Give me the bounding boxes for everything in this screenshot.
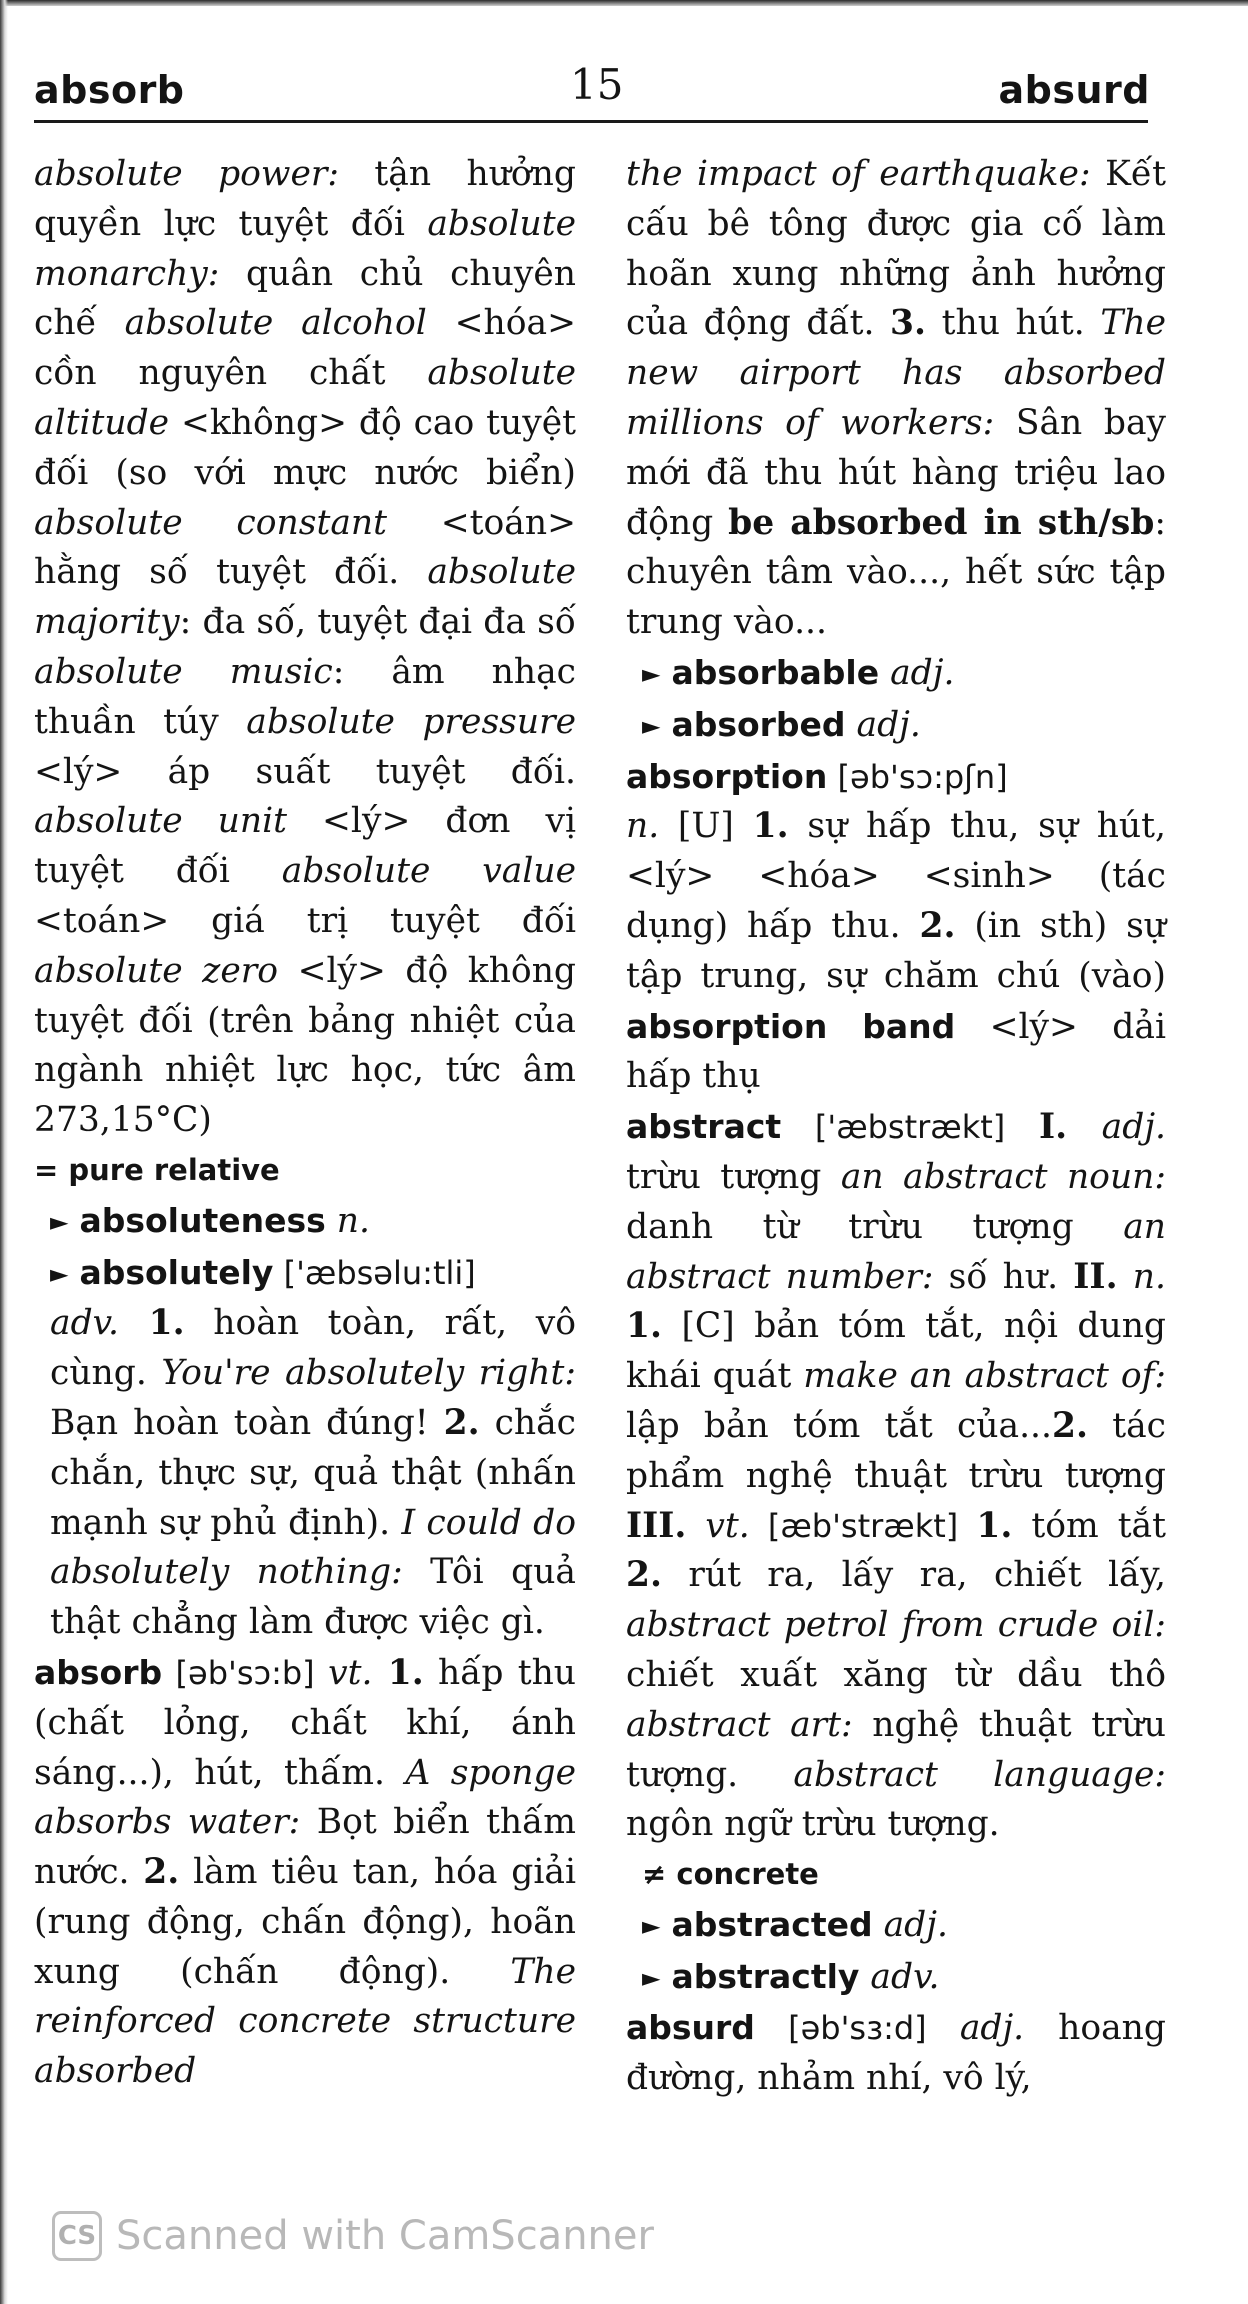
guide-word-left: absorb [34, 68, 185, 112]
sense-number: 2. [143, 1852, 180, 1893]
sense-number: 2. [443, 1402, 480, 1443]
entry-absorption [626, 752, 1166, 1103]
entry-absorb [34, 1648, 576, 2097]
example: You're absolutely right: [161, 1353, 576, 1394]
pronunciation: [æb'strækt] [749, 1506, 977, 1545]
headword: abstract [626, 1107, 782, 1147]
subentry-abstracted [626, 1900, 1166, 1952]
definition: <toán> giá trị tuyệt đối [34, 900, 576, 941]
phrase: absolute monarchy: [34, 203, 576, 294]
definition: trừu tượng [626, 1156, 841, 1197]
sense-number: 1. [119, 1303, 185, 1344]
subentry-word: absolutely [79, 1252, 274, 1292]
antonym-line: ≠ concrete [642, 1857, 819, 1892]
triangle-bullet-icon: ► [50, 1259, 69, 1288]
translation: Kết cấu bê tông được gia cố làm hoãn xung những ảnh hưởng của động đất. [626, 154, 1166, 344]
headword: absurd [626, 2008, 755, 2048]
watermark-text: Scanned with CamScanner [116, 2213, 654, 2259]
part-of-speech: vt. [328, 1652, 373, 1693]
translation: Bọt biển thấm nước. [34, 1802, 577, 1893]
sense-number: I. [1039, 1107, 1068, 1148]
definition: <hóa> cồn nguyên chất [34, 303, 577, 394]
sense-number: 1. [752, 806, 789, 847]
example: The new airport has absorbed millions of workers: [626, 303, 1166, 443]
definition: hoàn toàn, rất, vô cùng. [50, 1303, 576, 1394]
phrase: absolute altitude [34, 353, 576, 443]
example: abstract petrol from crude oil: [626, 1605, 1166, 1646]
definition: <lý> đơn vị tuyệt đối [34, 801, 576, 892]
phrase: absolute zero [34, 950, 279, 991]
sense-number: 2. [919, 905, 956, 946]
triangle-bullet-icon: ► [642, 711, 661, 740]
definition: : đa số, tuyệt đại đa số [179, 602, 576, 643]
example: I could do absolutely nothing: [50, 1502, 576, 1593]
right-column [626, 150, 1166, 2104]
example: an abstract number: [626, 1206, 1166, 1297]
phrase: absolute value [281, 851, 576, 892]
page-number: 15 [570, 60, 624, 109]
part-of-speech: adj. [872, 1904, 948, 1945]
guide-word-right: absurd [998, 68, 1150, 112]
camscanner-watermark [52, 2206, 654, 2266]
definition: : chuyên tâm vào..., hết sức tập trung vào... [626, 502, 1166, 643]
subentry-abstractly [626, 1952, 1166, 2004]
definition: : âm nhạc thuần túy [34, 651, 577, 742]
triangle-bullet-icon: ► [50, 1207, 69, 1236]
sense-number: 1. [626, 1306, 663, 1347]
sense-number: 2. [626, 1555, 663, 1596]
example: the impact of earthquake: [626, 154, 1091, 194]
definition: quân chủ chuyên chế [34, 253, 576, 344]
phrase: absolute power: [34, 154, 339, 194]
entry-absorb-continuation [626, 150, 1166, 648]
definition: thu hút. [926, 303, 1101, 344]
definition: <không> độ cao tuyệt đối (so với mực nước biển) [34, 402, 576, 493]
part-of-speech: adj. [1067, 1107, 1166, 1148]
headword: absorption [626, 756, 828, 796]
phrase: absolute constant [34, 502, 387, 543]
translation: Bạn hoàn toàn đúng! [50, 1402, 444, 1443]
phrase: absolute unit [34, 801, 288, 842]
subentry-absoluteness [34, 1196, 576, 1248]
example: abstract art: [626, 1704, 853, 1745]
translation: nghệ thuật trừu tượng. [626, 1704, 1167, 1795]
sense-number: 1. [372, 1652, 424, 1693]
pronunciation: [əb'sɜ:d] [754, 2009, 960, 2048]
phrase: absolute pressure [246, 701, 576, 742]
definition: hoang đường, nhảm nhí, vô lý, [626, 2008, 1166, 2099]
entry-absurd [626, 2003, 1166, 2104]
part-of-speech: adj. [879, 652, 955, 693]
subentry-absolutely [34, 1248, 576, 1648]
definition: làm tiêu tan, hóa giải (rung động, chấn động), hoãn xung (chấn động). [34, 1852, 576, 1992]
definition: <toán> hằng số tuyệt đối. [34, 502, 576, 593]
sense-number: 1. [976, 1505, 1013, 1546]
part-of-speech: adj. [959, 2008, 1025, 2049]
definition: <lý> độ không tuyệt đối (trên bảng nhiệt của ngành nhiệt lực học, tức âm 273,15°C) [34, 950, 576, 1141]
definition: <lý> áp suất tuyệt đối. [34, 751, 576, 792]
definition: <lý> dải hấp thụ [626, 1006, 1166, 1097]
translation: ngôn ngữ trừu tượng. [626, 1804, 1000, 1845]
example: an abstract noun: [840, 1156, 1167, 1197]
pronunciation: ['æbsəlu:tli] [273, 1253, 476, 1292]
example: abstract language: [793, 1754, 1166, 1795]
scan-page-edge-left [0, 0, 8, 2304]
sense-number: III. [626, 1505, 687, 1546]
part-of-speech: n. [325, 1200, 370, 1241]
sense-number: 3. [890, 303, 927, 344]
definition: hấp thu (chất lỏng, chất khí, ánh sáng...), hút, thấm. [34, 1652, 577, 1793]
subentry-word: abstracted [671, 1904, 873, 1944]
sense-number: II. [1073, 1256, 1118, 1297]
definition: [C] bản tóm tắt, nội dung khái quát [626, 1306, 1166, 1397]
pronunciation: [əb'sɔ:b] [162, 1653, 329, 1692]
sense-number: 2. [1052, 1405, 1089, 1446]
triangle-bullet-icon: ► [642, 1911, 661, 1940]
subentry-absorbable [626, 648, 1166, 700]
definition: tóm tắt [1012, 1505, 1166, 1546]
phrase: absolute music [34, 651, 333, 692]
part-of-speech: vt. [686, 1505, 750, 1546]
translation: lập bản tóm tắt của... [626, 1405, 1052, 1446]
entry-absolute-continuation [34, 150, 576, 1146]
definition: chắc chắn, thực sự, quả thật (nhấn mạnh sự phủ định). [50, 1402, 576, 1543]
grammar-code: [U] [659, 806, 753, 847]
triangle-bullet-icon: ► [642, 1963, 661, 1992]
example: The reinforced concrete structure absorbed [34, 1951, 576, 2092]
camscanner-logo-icon: CS [52, 2211, 102, 2261]
pronunciation: ['æbstrækt] [781, 1108, 1039, 1147]
example: A sponge absorbs water: [34, 1752, 576, 1843]
triangle-bullet-icon: ► [642, 659, 661, 688]
translation: số hư. [933, 1256, 1074, 1297]
translation: danh từ trừu tượng [626, 1206, 1124, 1247]
translation: Sân bay mới đã thu hút hàng triệu lao động [626, 402, 1166, 543]
phrase: absolute majority [34, 552, 576, 643]
definition: tác phẩm nghệ thuật trừu tượng [626, 1405, 1166, 1496]
subentry-word: absoluteness [79, 1200, 326, 1240]
subentry-word: abstractly [671, 1956, 860, 1996]
header-rule [34, 120, 1148, 123]
scan-page-edge-top [0, 0, 1248, 6]
definition: tận hưởng quyền lực tuyệt đối [34, 154, 576, 244]
definition: rút ra, lấy ra, chiết lấy, [662, 1555, 1166, 1596]
definition: sự hấp thu, sự hút, <lý> <hóa> <sinh> (tác dụng) hấp thu. [626, 806, 1166, 946]
subentry-word: absorbed [671, 704, 846, 744]
part-of-speech: adj. [845, 704, 921, 745]
synonym-line: = pure relative [34, 1152, 280, 1187]
entry-abstract [626, 1102, 1166, 1850]
headword: absorb [34, 1652, 163, 1692]
part-of-speech: n. [1117, 1256, 1166, 1297]
part-of-speech: adv. [859, 1956, 940, 1997]
definition: (in sth) sự tập trung, sự chăm chú (vào) [626, 905, 1166, 996]
subentry-word: absorbable [671, 652, 880, 692]
translation: Tôi quả thật chẳng làm được việc gì. [50, 1552, 576, 1643]
part-of-speech: adv. [50, 1303, 120, 1344]
left-column [34, 150, 576, 2097]
subentry-absorbed [626, 700, 1166, 752]
idiom: be absorbed in sth/sb [728, 502, 1155, 543]
phrase: absolute alcohol [124, 303, 427, 344]
translation: chiết xuất xăng từ dầu thô [626, 1654, 1166, 1695]
example: make an abstract of: [803, 1356, 1166, 1397]
pronunciation: [əb'sɔ:pʃn] [827, 757, 1008, 796]
compound: absorption band [626, 1006, 956, 1046]
part-of-speech: n. [626, 806, 660, 847]
